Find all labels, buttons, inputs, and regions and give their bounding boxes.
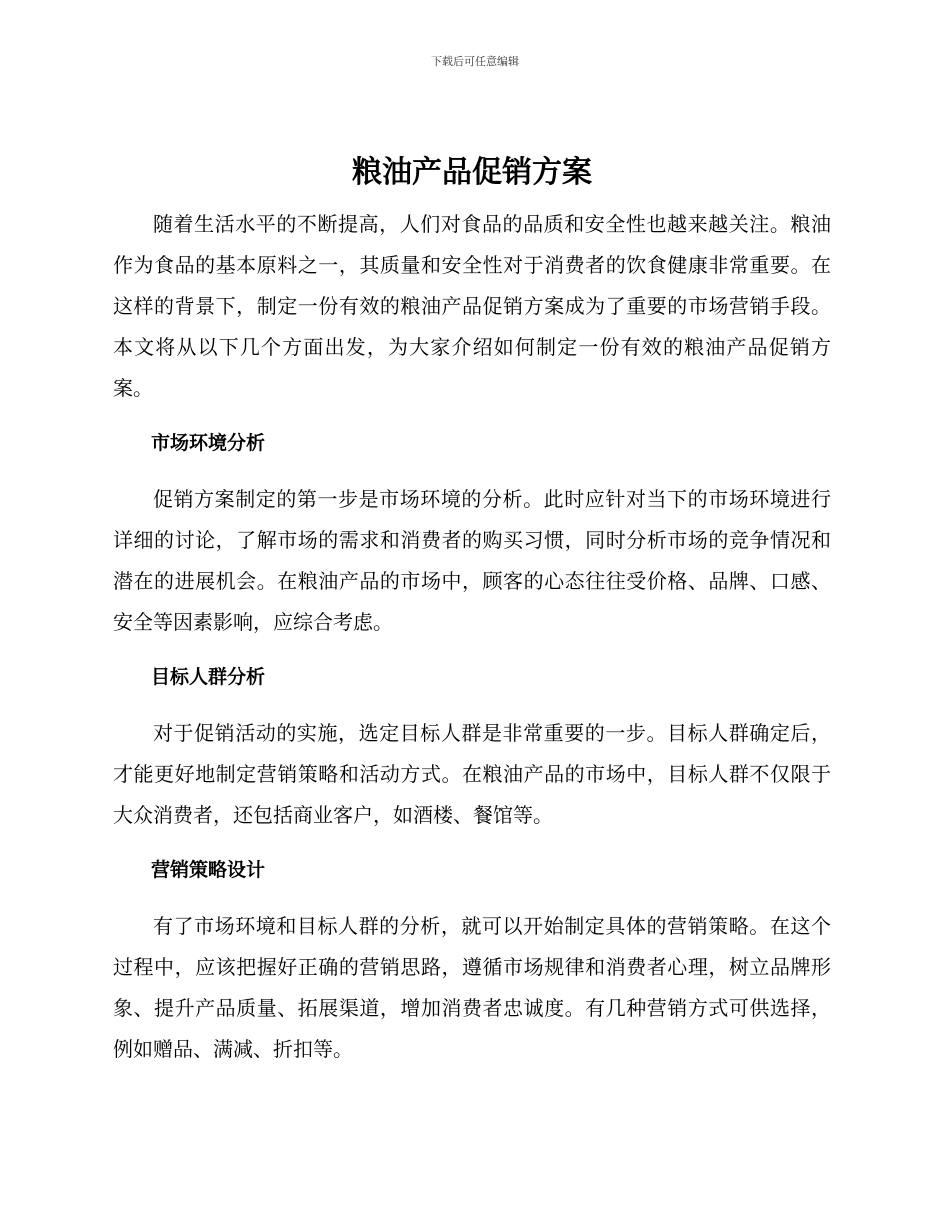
section-body-market-environment: 促销方案制定的第一步是市场环境的分析。此时应针对当下的市场环境进行详细的讨论，了解市场的需求和消费者的购买习惯，同时分析市场的竞争情况和潜在的进展机会。在粮油产品的市场中，顾客的心态往往受价格、品牌、口感、安全等因素影响，应综合考虑。: [113, 487, 831, 634]
section-body-target-audience: 对于促销活动的实施，选定目标人群是非常重要的一步。目标人群确定后，才能更好地制定营销策略和活动方式。在粮油产品的市场中，目标人群不仅限于大众消费者，还包括商业客户，如酒楼、餐馆等。: [113, 721, 831, 827]
intro-paragraph: 随着生活水平的不断提高，人们对食品的品质和安全性也越来越关注。粮油作为食品的基本原料之一，其质量和安全性对于消费者的饮食健康非常重要。在这样的背景下，制定一份有效的粮油产品促销方案成为了重要的市场营销手段。本文将从以下几个方面出发，为大家介绍如何制定一份有效的粮油产品促销方案。: [113, 212, 831, 400]
section-heading-marketing-strategy: 营销策略设计: [151, 859, 266, 881]
document-body: [113, 150, 831, 1070]
section-heading-market-environment: 市场环境分析: [151, 432, 266, 454]
page-header-note: 下载后可任意编辑: [431, 55, 519, 68]
document-title: 粮油产品促销方案: [352, 155, 592, 190]
section-heading-target-audience: 目标人群分析: [151, 666, 266, 688]
section-body-marketing-strategy: 有了市场环境和目标人群的分析，就可以开始制定具体的营销策略。在这个过程中，应该把握好正确的营销思路，遵循市场规律和消费者心理，树立品牌形象、提升产品质量、拓展渠道，增加消费者忠诚度。有几种营销方式可供选择，例如赠品、满减、折扣等。: [113, 914, 831, 1061]
